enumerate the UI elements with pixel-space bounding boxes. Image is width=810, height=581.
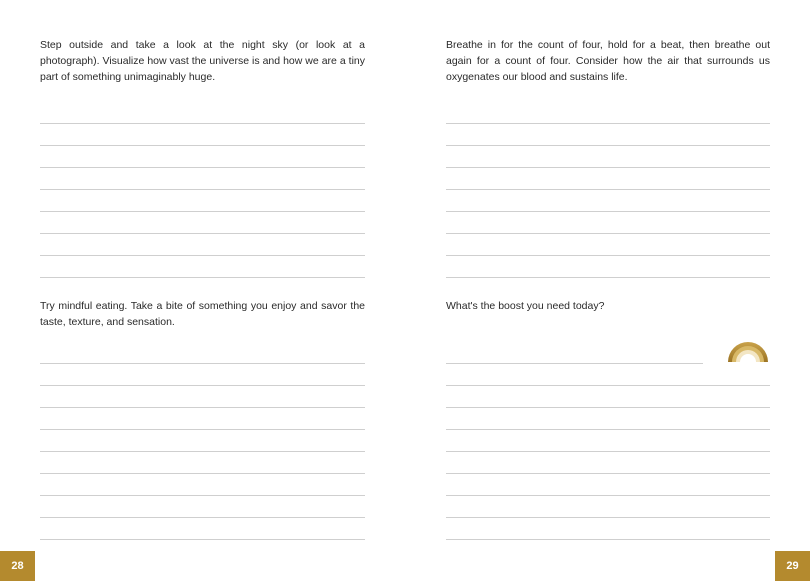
writing-line <box>40 255 365 256</box>
writing-line <box>446 539 770 540</box>
writing-line <box>40 451 365 452</box>
right-prompt-bottom: What's the boost you need today? <box>446 300 605 312</box>
writing-line <box>446 385 770 386</box>
writing-line <box>40 473 365 474</box>
writing-line <box>40 385 365 386</box>
writing-line <box>40 123 365 124</box>
writing-line <box>40 539 365 540</box>
writing-line <box>40 233 365 234</box>
writing-line <box>40 495 365 496</box>
writing-line <box>40 363 365 364</box>
writing-line <box>446 277 770 278</box>
writing-line <box>40 189 365 190</box>
left-prompt-bottom: Try mindful eating. Take a bite of something you enjoy and savor the taste, texture, and sensation. <box>40 300 365 328</box>
writing-line <box>446 233 770 234</box>
writing-line <box>446 145 770 146</box>
writing-line <box>40 407 365 408</box>
page-number-right: 29 <box>775 551 810 581</box>
writing-line <box>40 277 365 278</box>
right-prompt-top: Breathe in for the count of four, hold for a beat, then breathe out again for a count of four. Consider how the air that surrounds us oxygenates our blood and sustains life. <box>446 39 770 83</box>
writing-line <box>446 429 770 430</box>
writing-line <box>40 517 365 518</box>
writing-line <box>40 211 365 212</box>
writing-line <box>40 429 365 430</box>
right-short-writing-line <box>446 363 703 364</box>
half-sun-icon <box>728 342 768 362</box>
writing-line <box>446 473 770 474</box>
page-number-left: 28 <box>0 551 35 581</box>
writing-line <box>446 451 770 452</box>
writing-line <box>446 189 770 190</box>
writing-line <box>446 123 770 124</box>
writing-line <box>40 167 365 168</box>
writing-line <box>446 517 770 518</box>
writing-line <box>446 495 770 496</box>
writing-line <box>446 167 770 168</box>
writing-line <box>446 211 770 212</box>
writing-line <box>446 407 770 408</box>
left-prompt-top: Step outside and take a look at the night sky (or look at a photograph). Visualize how vast the universe is and how we are a tiny part of something unimaginably huge. <box>40 39 365 83</box>
writing-line <box>40 145 365 146</box>
writing-line <box>446 255 770 256</box>
